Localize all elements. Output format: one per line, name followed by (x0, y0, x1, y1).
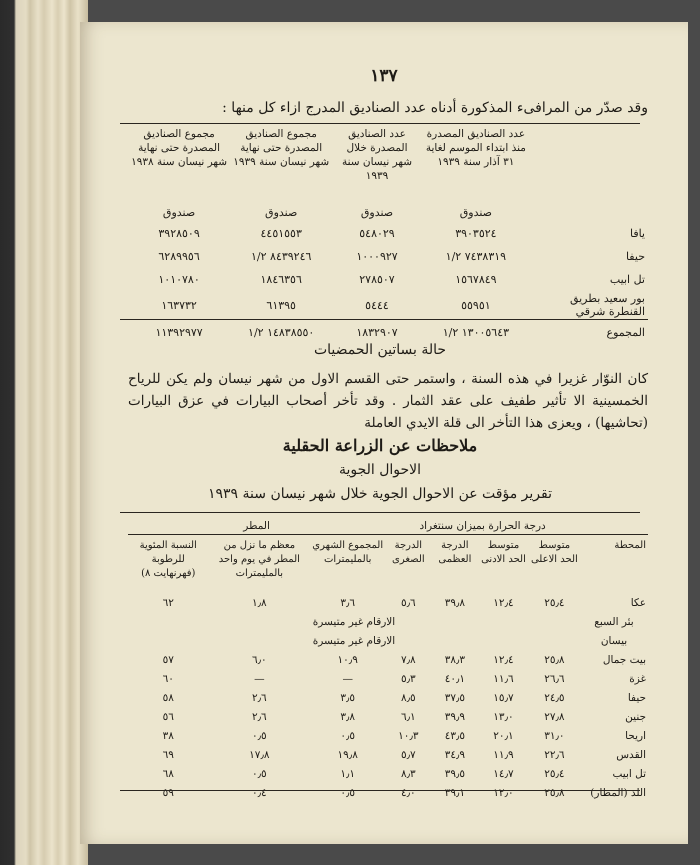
group-header-rain: المطر (128, 518, 385, 535)
table-cell: ٧٫٨ (401, 653, 416, 666)
table-cell: ٥٤٤٤ (365, 298, 389, 312)
total-row (128, 320, 648, 345)
column-header: مجموع الصناديق المصدرة حتى نهاية شهر نيسان سنة ١٩٣٨ (131, 128, 228, 168)
table-cell: ٣٫٦ (340, 596, 356, 609)
table-cell: ١٫٨ (251, 596, 267, 609)
total-cell: ١٨٣٢٩٠٧ (332, 320, 422, 345)
rule (120, 319, 640, 320)
station-name: اللد (المطار) (590, 786, 646, 799)
table-cell: ١٢٫٤ (493, 653, 514, 666)
column-header: معظم ما نزل من المطر في يوم واحد بالمليمترات (218, 540, 300, 579)
intro-line: وقد صدّر من المرافىء المذكورة أدناه عدد الصناديق المدرج ازاء كل منها : (222, 100, 648, 116)
table-cell: ١٤٫٧ (493, 767, 514, 780)
station-name: بئر السبع (594, 615, 634, 628)
table-cell: ٣٨٫٣ (444, 653, 466, 666)
table-cell: ٣٩٫١ (444, 786, 466, 799)
port-name: تل ابيب (609, 273, 645, 286)
total-cell: ١٤٨٣٨٥٥٠ ١/٢ (230, 320, 332, 345)
table-cell: ٦٫٠ (251, 653, 267, 666)
column-header: متوسط الحد الاعلى (530, 540, 578, 565)
column-header: النسبة المئوية للرطوبة (فهرنهايت ٨) (139, 540, 197, 579)
table-cell: ٤٫٠ (401, 786, 416, 799)
table-cell: ٤٤٥١٥٥٣ (260, 227, 302, 240)
unit-label: صندوق (459, 205, 493, 219)
table-cell: ٥٫٦ (401, 596, 416, 609)
port-name: بور سعيد بطريق القنطرة شرقي (569, 292, 645, 318)
table-cell: ٦١٣٩٥ (266, 298, 296, 312)
table-cell: ٢٧٫٨ (544, 710, 565, 723)
station-name: بيت جمال (602, 653, 646, 666)
total-cell: ١١٣٩٢٩٧٧ (128, 320, 230, 345)
table-cell: ٢٥٫٨ (544, 786, 565, 799)
unit-row (128, 202, 648, 222)
heading-field: ملاحظات عن الزراعة الحقلية (282, 436, 478, 455)
table-cell: ١٩٫٨ (337, 748, 358, 761)
station-name: اريحا (625, 729, 646, 742)
table-cell: ٣٩٫٥ (444, 767, 466, 780)
weather-table (128, 518, 648, 802)
table-cell: ٥٫٧ (401, 748, 416, 761)
book-binding (0, 0, 88, 865)
table-row (128, 745, 648, 764)
table-cell: ٢٠٫١ (493, 729, 514, 742)
table-cell: ٠٫٤ (251, 786, 267, 799)
table-cell: ٥٧ (162, 653, 174, 666)
heading-report: تقرير مؤقت عن الاحوال الجوية خلال شهر نيسان سنة ١٩٣٩ (208, 486, 552, 502)
table-row (128, 268, 648, 291)
unit-label: صندوق (265, 205, 298, 219)
table-cell: ١٫١ (340, 767, 356, 780)
table-cell: ٦٢٨٩٩٥٦ (158, 250, 200, 263)
table-cell: ٢٥٫٨ (544, 653, 565, 666)
column-header: المحطة (614, 540, 646, 551)
unavailable-note: الارقام غير متيسرة (312, 634, 396, 647)
column-header: مجموع الصناديق المصدرة حتى نهاية شهر نيسان سنة ١٩٣٩ (233, 128, 330, 168)
group-header-temperature: درجة الحرارة بميزان سنتغراد (385, 518, 580, 535)
table-cell: ٨٫٥ (401, 691, 416, 704)
blank-cell (530, 202, 648, 222)
rule (120, 512, 640, 513)
column-header (530, 126, 648, 202)
port-name: حيفا (625, 250, 645, 263)
table-cell: ١٣٫٠ (493, 710, 514, 723)
table-cell: ٣٤٫٩ (444, 748, 466, 761)
table-cell: ١١٫٦ (493, 672, 514, 685)
station-name: بيسان (600, 634, 628, 647)
table-cell: ٣٫٨ (340, 710, 356, 723)
column-header: عدد الصناديق المصدرة خلال شهر نيسان سنة ١٩٣٩ (341, 128, 413, 182)
table-cell: ١٠٫٣ (398, 729, 419, 742)
table-cell: ٢٤٫٥ (544, 691, 565, 704)
table-row (128, 593, 648, 612)
station-name: غزة (629, 672, 646, 685)
table-cell: ٢٥٫٤ (544, 596, 565, 609)
book-page (80, 22, 688, 844)
table-cell: ٥٩ (162, 786, 174, 799)
table-cell: ١٠٠٠٩٢٧ (356, 250, 398, 263)
table-cell: ١٠٫٩ (337, 653, 358, 666)
column-header: متوسط الحد الادنى (481, 540, 526, 565)
table-cell: — (342, 672, 353, 685)
table-cell: ١٦٣٧٣٢ (161, 298, 197, 312)
station-name: القدس (616, 748, 646, 761)
table-cell: ٦٢ (162, 596, 174, 609)
rule (120, 123, 640, 124)
table-cell: ١٥٫٧ (493, 691, 514, 704)
table-cell: ٦٩ (162, 748, 174, 761)
table-cell: ٥٥٩٥١ (461, 298, 491, 312)
table-cell: ٥٤٨٠٢٩ (359, 227, 395, 240)
table-cell: ١٥٦٧٨٤٩ (455, 273, 497, 286)
table-cell: ٠٫٥ (340, 729, 356, 742)
table-row (128, 291, 648, 320)
table-cell: ٦٨ (162, 767, 174, 780)
table-cell: ٣٩٫٩ (444, 710, 466, 723)
table-cell: ٣٩٠٣٥٢٤ (455, 227, 497, 240)
table-cell: ٦٠ (162, 672, 174, 685)
station-name: حيفا (627, 691, 646, 704)
heading-citrus: حالة بساتين الحمضيات (313, 342, 447, 358)
table-cell: ٣٫٥ (340, 691, 356, 704)
table-cell: ٣٨ (162, 729, 174, 742)
table-cell: ٢٫٦ (251, 691, 267, 704)
table-cell: ٢٫٦ (251, 710, 267, 723)
station-name: جنين (625, 710, 646, 723)
table-cell: ٤٠٫١ (444, 672, 466, 685)
column-header: الدرجة الصغرى (392, 540, 425, 565)
table-cell: ٥٨ (162, 691, 174, 704)
table-row (128, 669, 648, 688)
table-cell: ٣٩٢٨٥٠٩ (158, 227, 200, 240)
table-row (128, 707, 648, 726)
table-cell: ١٠١٠٧٨٠ (158, 273, 200, 286)
table-cell: ١٢٫٠ (493, 786, 514, 799)
export-table (128, 126, 648, 344)
total-cell: ١٣٠٠٥٦٤٣ ١/٢ (422, 320, 530, 345)
table-cell: ٢٦٫٦ (544, 672, 565, 685)
table-cell: ٢٥٫٤ (544, 767, 565, 780)
table-cell: ١٧٫٨ (249, 748, 270, 761)
unit-label: صندوق (162, 205, 196, 219)
port-name: يافا (629, 227, 645, 240)
table-row (128, 783, 648, 802)
unavailable-note: الارقام غير متيسرة (312, 615, 396, 628)
station-name: تل ابيب (612, 767, 646, 780)
table-cell: ٨٫٣ (401, 767, 416, 780)
table-row (128, 688, 648, 707)
table-row (128, 222, 648, 245)
station-name: عكا (630, 596, 646, 609)
table-cell: ٨٤٣٩٢٤٦ ١/٢ (251, 250, 312, 263)
page-number: ١٣٧ (370, 66, 398, 86)
table-row (128, 245, 648, 268)
table-cell: ٠٫٥ (251, 767, 267, 780)
citrus-paragraph: كان النوّار غزيرا في هذه السنة ، واستمر حتى القسم الاول من شهر نيسان ولم يكن للرياح الخمسينية الا تأثير طفيف على عقد الثمار . وقد تأخر أصحاب البيارات في عزق البيارات (تحاشيها) ، ويعزى هذا التأخر الى قلة الايدي العاملة (128, 371, 648, 431)
table-cell: ٠٫٥ (251, 729, 267, 742)
table-cell: ٥٫٣ (401, 672, 416, 685)
column-header: المجموع الشهري بالمليمترات (312, 540, 384, 565)
table-row (128, 650, 648, 669)
table-row (128, 631, 648, 650)
table-cell: ٠٫٥ (340, 786, 356, 799)
table-cell: ٢٢٫٦ (544, 748, 565, 761)
table-cell: ٣١٫٠ (544, 729, 565, 742)
column-header: عدد الصناديق المصدرة منذ ابتداء الموسم لغاية ٣١ آذار سنة ١٩٣٩ (425, 128, 526, 168)
table-row (128, 764, 648, 783)
unit-label: صندوق (360, 205, 394, 219)
table-cell: ١٢٫٤ (493, 596, 514, 609)
table-cell: ٤٣٫٥ (444, 729, 466, 742)
table-cell: ١٨٤٦٣٥٦ (260, 273, 302, 286)
table-cell: — (254, 672, 265, 685)
rule (120, 790, 640, 791)
column-header: الدرجة العظمى (438, 540, 472, 565)
table-cell: ٢٧٨٥٠٧ (359, 273, 395, 286)
blank-header (580, 518, 648, 535)
table-cell: ٧٤٣٨٣١٩ ١/٢ (445, 250, 507, 263)
table-row (128, 612, 648, 631)
table-cell: ٣٩٫٨ (444, 596, 466, 609)
heading-weather: الاحوال الجوية (338, 462, 422, 478)
table-cell: ٣٧٫٥ (444, 691, 466, 704)
table-cell: ١١٫٩ (493, 748, 514, 761)
table-cell: ٥٦ (162, 710, 174, 723)
total-label: المجموع (530, 320, 648, 345)
table-cell: ٦٫١ (401, 710, 416, 723)
table-row (128, 726, 648, 745)
